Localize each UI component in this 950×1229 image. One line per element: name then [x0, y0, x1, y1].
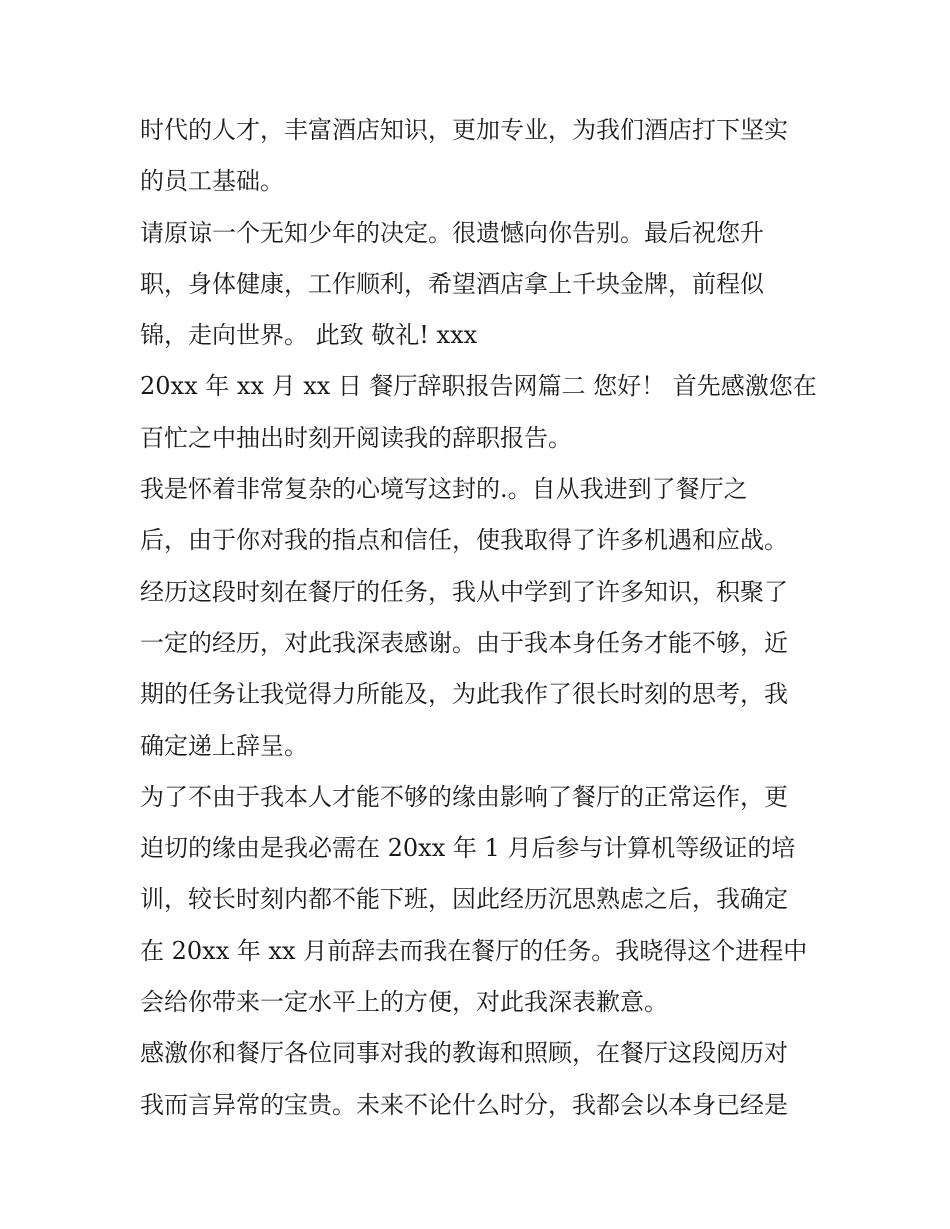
text-line: 一定的经历，对此我深表感谢。由于我本身任务才能不够，近 — [140, 628, 788, 657]
text-line: 我而言异常的宝贵。未来不论什么时分，我都会以本身已经是 — [140, 1090, 788, 1119]
text-line: 锦，走向世界。 此致 敬礼! xxx — [140, 321, 478, 350]
text-line: 后，由于你对我的指点和信任，使我取得了许多机遇和应战。 — [140, 526, 788, 555]
text-line: 会给你带来一定水平上的方便，对此我深表歉意。 — [140, 988, 668, 1017]
text-line: 的员工基础。 — [140, 167, 284, 196]
text-line: 时代的人才，丰富酒店知识，更加专业，为我们酒店打下坚实 — [140, 116, 788, 144]
text-line: 在 20xx 年 xx 月前辞去而我在餐厅的任务。我晓得这个进程中 — [140, 936, 808, 965]
text-line: 百忙之中抽出时刻开阅读我的辞职报告。 — [140, 423, 572, 452]
text-line: 迫切的缘由是我必需在 20xx 年 1 月后参与计算机等级证的培 — [140, 834, 796, 863]
text-line: 训，较长时刻内都不能下班，因此经历沉思熟虑之后，我确定 — [140, 885, 788, 914]
body-text — [140, 105, 830, 1131]
text-line: 20xx 年 xx 月 xx 日 餐厅辞职报告网篇二 您好！ 首先感激您在 — [140, 372, 817, 401]
text-line: 期的任务让我觉得力所能及，为此我作了很长时刻的思考，我 — [140, 680, 788, 709]
text-line: 职，身体健康，工作顺利，希望酒店拿上千块金牌，前程似 — [140, 269, 764, 298]
text-line: 确定递上辞呈。 — [140, 731, 308, 760]
text-line: 我是怀着非常复杂的心境写这封的.。自从我进到了餐厅之 — [140, 475, 748, 504]
text-line: 为了不由于我本人才能不够的缘由影响了餐厅的正常运作，更 — [140, 782, 788, 811]
text-line: 请原谅一个无知少年的决定。很遗憾向你告别。最后祝您升 — [140, 218, 764, 247]
text-line: 感激你和餐厅各位同事对我的教诲和照顾，在餐厅这段阅历对 — [140, 1039, 788, 1068]
text-line: 经历这段时刻在餐厅的任务，我从中学到了许多知识，积聚了 — [140, 577, 788, 606]
